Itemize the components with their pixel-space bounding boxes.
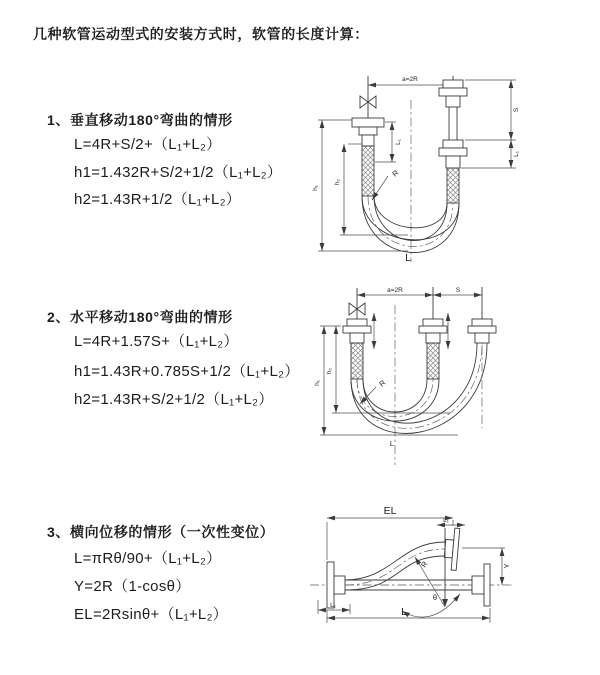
section-2-heading: 2、水平移动180°弯曲的情形 (47, 309, 233, 325)
dim-label-el: EL (383, 505, 397, 517)
section-3-formula-l: L=πRθ/90+（L₁+L₂） (74, 550, 222, 567)
right-riser-fitting (439, 76, 467, 203)
dim-label-a2r: a=2R (402, 76, 418, 83)
section-3-formula-el: EL=2Rsinθ+（L₁+L₂） (74, 606, 228, 623)
dim-label-h1: h₁ (312, 185, 319, 191)
valve-icon (360, 76, 376, 118)
dim-label-h2: h₂ (334, 178, 341, 186)
diagram-vertical-180 (308, 70, 578, 268)
dim-label-a2r: a=2R (387, 287, 403, 294)
upper-flange (443, 527, 460, 570)
dim-label-theta: θ (432, 593, 438, 602)
dim-label-l: L (401, 606, 407, 618)
section-3-heading: 3、横向位移的情形（一次性变位） (47, 524, 275, 540)
section-1-formula-l: L=4R+S/2+（L₁+L₂） (74, 136, 222, 153)
left-riser-fitting (343, 319, 371, 379)
section-1-heading: 1、垂直移动180°弯曲的情形 (47, 112, 233, 128)
dim-label-l: L (405, 252, 411, 264)
u-hose-displaced (351, 343, 487, 433)
s-curve-hose-displaced (345, 542, 445, 590)
diagram-horizontal-180 (308, 283, 593, 475)
dim-label-h1: h₁ (314, 380, 321, 386)
section-1-formula-h2: h2=1.43R+1/2（L₁+L₂） (74, 191, 242, 208)
page-title: 几种软管运动型式的安装方式时，软管的长度计算： (33, 26, 369, 42)
right-flange (472, 564, 490, 606)
middle-riser-fitting (419, 319, 447, 379)
dim-label-l: L (389, 439, 395, 448)
dim-label-l1-right: L₁ (513, 151, 520, 157)
dim-label-y: Y (502, 563, 511, 569)
dim-label-s: S (455, 287, 461, 294)
right-riser-fitting (468, 319, 496, 343)
section-1-formula-h1: h1=1.432R+S/2+1/2（L₁+L₂） (74, 164, 283, 181)
section-2-formula-l: L=4R+1.57S+（L₁+L₂） (74, 333, 239, 350)
section-2-formula-h1: h1=1.43R+0.785S+1/2（L₁+L₂） (74, 363, 300, 380)
left-riser-fitting (352, 118, 384, 196)
dim-label-l1-left: L₁ (395, 139, 402, 145)
dim-label-l1-top: L₁ (443, 517, 449, 524)
diagram-lateral-displacement (302, 500, 592, 655)
dim-label-r: R (390, 168, 401, 179)
valve-icon (349, 288, 365, 319)
section-2-formula-h2: h2=1.43R+S/2+1/2（L₁+L₂） (74, 391, 274, 408)
section-3-formula-y: Y=2R（1-cosθ） (74, 578, 191, 595)
dim-label-r: R (377, 378, 388, 389)
dim-label-l1-left: L₁ (330, 602, 336, 609)
dim-label-s: S (513, 107, 520, 113)
dim-label-h2: h₂ (326, 367, 333, 375)
u-hose (362, 196, 459, 252)
dim-label-r: R (419, 559, 430, 570)
